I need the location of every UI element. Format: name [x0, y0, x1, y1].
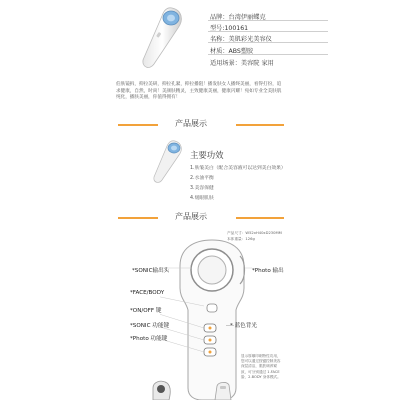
label-sonic-key: *SONIC 功能键 — [130, 323, 170, 329]
section-title-display-1: 产品展示 — [175, 119, 207, 128]
function-item: 4.缓眼肌肤 — [190, 196, 214, 201]
spec-divider — [208, 54, 328, 55]
product-image-top — [138, 4, 190, 70]
section-divider — [236, 217, 284, 219]
function-item: 1.肤皱美白（配合美容液可以达到美白效果） — [190, 166, 286, 171]
section-divider — [236, 124, 284, 126]
spec-scope: 适用场景：美容院 家用 — [210, 60, 274, 67]
spec-brand: 品牌：台湾伊丽蝶克 — [210, 14, 266, 21]
function-item: 3.美容保健 — [190, 186, 214, 191]
section-divider — [118, 124, 158, 126]
functions-title: 主要功效 — [190, 150, 224, 160]
label-photo-output: *Photo 输出 — [252, 268, 284, 274]
spec-divider — [208, 31, 328, 32]
spec-divider — [208, 20, 328, 21]
accessory-image-left — [149, 380, 173, 400]
label-sonic-head: *SONIC输出头 — [132, 268, 170, 274]
label-photo-key: *Photo 功能键 — [130, 336, 168, 342]
accessory-image-right — [212, 380, 234, 400]
diagram-note: 显示厚顺印刷特性功用，您可以通过按键控制美容深层清洁，肌肤调养紧致，可分别通过 1.FACE 脸、2.BODY 身体模式。 — [241, 354, 281, 379]
product-image-middle — [150, 138, 188, 184]
param-weight: 本体重量：126g — [227, 237, 255, 241]
section-divider — [118, 217, 158, 219]
label-on-off: *ON/OFF 键 — [130, 308, 162, 314]
function-item: 2.水油平衡 — [190, 176, 214, 181]
spec-model: 型号:100161 — [210, 25, 249, 32]
spec-name: 名称：美肌彩光美容仪 — [210, 36, 272, 43]
label-blue-light: * 蓝色背光 — [230, 323, 257, 329]
section-title-display-2: 产品展示 — [175, 212, 207, 221]
spec-divider — [208, 42, 328, 43]
spec-material: 材质：ABS塑胶 — [210, 48, 254, 55]
param-size: 产品尺寸：W52xH40xD230MM — [227, 231, 282, 235]
intro-text: 伯肤镜拆，抑拉美研，抑拉孔紧，抑拉播阻！播发肤女人播终美丽，看得打扮，追求健康，自然，时尚！美颜肤精灵，主致健康美丽，健康闪耀！宛如专业全美肤肌纯化，播肤美丽，你值得拥有！ — [116, 82, 282, 100]
label-face-body: *FACE/BODY — [130, 290, 165, 296]
leader-line — [226, 325, 234, 326]
